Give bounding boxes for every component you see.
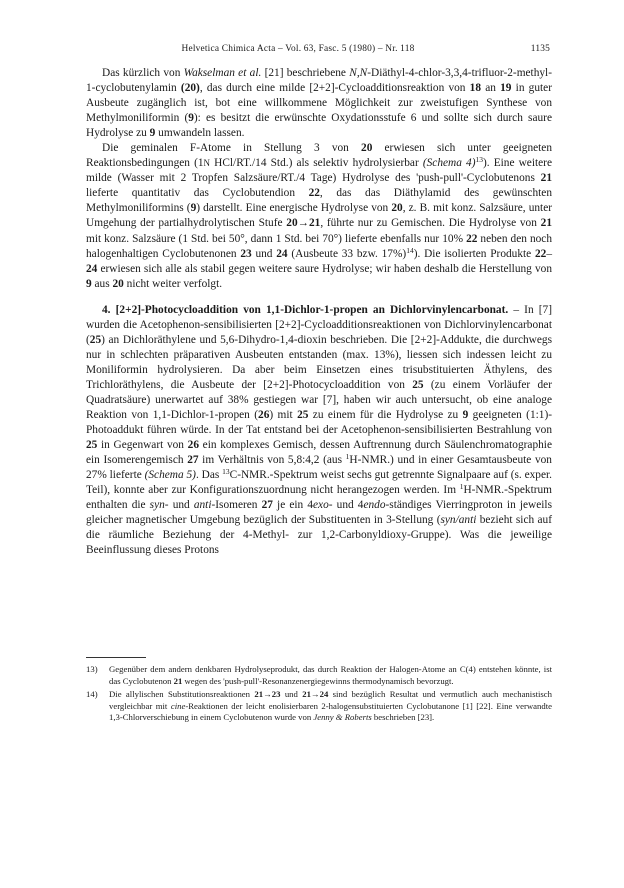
text: aus [91, 277, 113, 290]
compound-number: 21 [540, 217, 552, 230]
compound-number: 19 [500, 82, 512, 95]
page-number: 1135 [530, 44, 550, 54]
text: bezieht sich auf die räumliche Beziehung der 4-Methyl- zur 1,2-Carbonyldioxy-Gruppe). Was die jeweilige Beeinflussung dieses Protons [86, 514, 552, 557]
text: C-NMR.-Spektrum weist sechs gut getrennte Signalpaare auf (s. exper. Teil), konnte aber zur Konfigurationszuordnung nicht herangezogen werden. Im [86, 469, 552, 497]
compound-number: 20 [112, 277, 124, 290]
text: erwiesen sich alle als stabil gegen weitere saure Hydrolyse; wir haben deshalb die Herstellung von [97, 262, 552, 275]
text: ). Eine weitere milde (Wasser mit 2 Tropfen Salzsäure/RT./4 Tage) Hydrolyse des 'push-pull'-Cyclobutenons [86, 157, 552, 185]
text: je ein 4 [272, 499, 314, 512]
compound-number: 22 [308, 187, 320, 200]
text: (Ausbeute 33 bzw. 17%) [287, 247, 407, 260]
text: lieferte quantitativ das Cyclobutendion [86, 187, 309, 200]
text: HCl/RT./14 Std.) als selektiv hydrolysierbar [210, 157, 423, 170]
italic-text: endo [363, 499, 386, 512]
text: ) an Dichloräthylene und 5,6-Dihydro-1,4-dioxin beschrieben. Die [2+2]-Addukte, die durchwegs nur in schlechten präparativen Ausbeuten entstanden (max. 13%), liessen sich indessen leicht zu Moniliformin hydrolysieren. Da aber beim Einsetzen eines trisubstituierten Äthylens, des Trichloräthylens, die Ausbeute der [2+2]-Photocycloaddition von [86, 333, 552, 391]
paragraph-hydrolysis [86, 141, 552, 291]
text: an [481, 82, 501, 95]
text: geeigneten (1:1)-Photoaddukt führen würde. In der Tat entstand bei der Acetophenon-sensibilisierten Bestrahlung von [86, 409, 552, 437]
compound-number: 9 [149, 127, 156, 140]
text: in Gegenwart von [97, 439, 188, 452]
compound-number: 27 [187, 454, 199, 467]
text: nicht weiter verfolgt. [123, 277, 223, 290]
text: Das kürzlich von [102, 67, 184, 79]
paragraph-wakselman [86, 66, 552, 141]
text: ): es besitzt die erwünschte Oxydationsstufe 6 und sollte sich durch saure Hydrolyse zu [86, 112, 552, 140]
compound-number: 25 [297, 409, 309, 422]
text: [21] beschriebene [261, 67, 350, 79]
compound-number: 21 [173, 675, 183, 686]
footnote-ref-14: 14 [406, 245, 414, 255]
text: und [251, 247, 277, 260]
text: , das das Diäthylamid des gewünschten Methylmoniliformins ( [86, 187, 552, 215]
text: -Reaktionen der leicht enolisierbaren 2-halogensubstituierten Cyclobutanone [1] [22]. Eine verwandte 1,3-Chlorverschiebung in einem Cyclobutenon wurde von [109, 700, 552, 723]
compound-number: 26 [258, 409, 270, 422]
text: wegen des 'push-pull'-Resonanzenergiegewinns thermodynamisch bevorzugt. [182, 675, 454, 686]
text: -Diäthyl-4-chlor-3,3,4-trifluor-2-methyl-1-cyclobutenylamin [86, 67, 552, 95]
text: beschrieben [23]. [371, 712, 435, 723]
text: (zu einem Vorläufer der Quadratsäure) unerwartet auf 38% gestiegen war [7], haben wir auch untersucht, ob eine analoge Reaktion von 1,1-Dichlor-1-propen ( [86, 378, 552, 422]
compound-number: 21 [308, 217, 321, 230]
compound-number: 9 [86, 277, 92, 290]
small-caps-text: N [203, 158, 211, 169]
text: H-NMR.) und in einer Gesamtausbeute von 27% lieferte [86, 454, 552, 482]
text: erwiesen sich unter geeigneten Reaktionsbedingungen (1 [86, 142, 553, 170]
text: umwandeln lassen. [155, 127, 245, 140]
compound-number: 26 [187, 439, 199, 452]
text: Die geminalen F-Atome in Stellung 3 von [102, 142, 362, 155]
text: , führte nur zu Gemischen. Die Hydrolyse von [320, 217, 541, 230]
text: H-NMR.-Spektrum enthalten die [86, 484, 552, 512]
isotope-superscript: 1 [459, 482, 464, 492]
compound-number: 9 [190, 202, 197, 215]
italic-text: cine [170, 700, 186, 711]
italic-text: exo- [313, 499, 333, 512]
article-body [86, 66, 552, 559]
footnote-ref-13: 13 [475, 155, 483, 165]
text: – In [7] wurden die Acetophenon-sensibilisierten [2+2]-Cycloadditionsreaktionen von Dichlorvinylencarbonat ( [86, 303, 553, 346]
footnotes [86, 664, 552, 726]
footnote-mark: 13) [86, 664, 98, 674]
text: . Das [195, 469, 223, 482]
text: ). Die isolierten Produkte [413, 247, 535, 260]
text: – [546, 247, 552, 260]
text: zu einem für die Hydrolyse zu [308, 409, 463, 422]
text: und 4 [332, 499, 364, 512]
author-citation: Jenny & Roberts [313, 712, 372, 723]
compound-number: (20) [180, 82, 200, 95]
text: -Isomeren [211, 499, 262, 512]
scheme-reference: (Schema 4) [422, 157, 476, 170]
compound-number: 25 [412, 378, 424, 391]
compound-number: 20 [286, 217, 298, 230]
running-header [88, 44, 550, 58]
text: ein komplexes Gemisch, dessen Auftrennung durch Säulenchromatographie ein Isomerengemisch [86, 439, 552, 467]
compound-number: 9 [462, 409, 469, 422]
text: in guter Ausbeute zugänglich ist, bot eine willkommene Möglichkeit zur zweistufigen Synthese von Methylmoniliformin ( [86, 82, 552, 125]
text: , das durch eine milde [2+2]-Cycloadditionsreaktion von [199, 82, 470, 95]
footnote-rule [86, 657, 146, 658]
isotope-superscript: 13 [222, 467, 230, 477]
compound-number: 20 [361, 142, 373, 155]
compound-number: 21 [254, 689, 264, 700]
text: mit konz. Salzsäure (1 Std. bei 50°, dann 1 Std. bei 70°) lieferte ebenfalls nur 10% [86, 232, 467, 245]
compound-number: 20 [391, 202, 403, 215]
italic-text: syn- [149, 499, 169, 512]
compound-number: 23 [240, 247, 252, 260]
italic-text: anti [193, 499, 212, 512]
compound-number: 25 [89, 333, 102, 346]
text: Die allylischen Substitutionsreaktionen [109, 689, 255, 700]
scheme-reference: (Schema 5) [144, 469, 196, 482]
compound-number: 24 [276, 247, 288, 260]
text: sind bezüglich Resultat und vermutlich auch mechanistisch vergleichbar mit [109, 689, 552, 711]
footnote-13 [86, 664, 552, 687]
compound-number: 24 [86, 262, 98, 275]
compound-number: 27 [261, 499, 273, 512]
text: , z. B. mit konz. Salzsäure, unter Umgehung der partialhydrolytischen Stufe [86, 202, 553, 230]
running-title: Helvetica Chimica Acta – Vol. 63, Fasc. 5 (1980) – Nr. 118 [181, 44, 415, 54]
section-heading: 4. [2+2]-Photocycloaddition von 1,1-Dichlor-1-propen an Dichlorvinylencarbonat. [102, 303, 509, 316]
compound-number: 22 [466, 232, 478, 245]
text: -ständiges Vierringproton in jeweils gleicher magnetischer Umgebung bezüglich der Substituenten in 3-Stellung ( [86, 499, 552, 527]
italic-text: N,N [349, 67, 368, 79]
reaction-arrow: → [263, 689, 272, 700]
footnote-mark: 14) [86, 689, 98, 700]
text: im Verhältnis von 5,8:4,2 (aus [198, 454, 346, 467]
compound-number: 9 [188, 112, 194, 125]
text: und [280, 689, 303, 700]
isotope-superscript: 1 [345, 452, 350, 462]
footnote-14 [86, 689, 552, 724]
text: neben den noch halogenhaltigen Cyclobutenonen [86, 232, 552, 260]
section-4-paragraph [86, 303, 552, 559]
compound-number: 18 [469, 82, 482, 95]
text: Gegenüber dem andern denkbaren Hydrolyseprodukt, das durch Reaktion der Halogen-Atome an C(4) entstehen könnte, ist das Cyclobutenon [109, 664, 552, 686]
text: ) mit [269, 409, 298, 422]
compound-number: 23 [271, 689, 281, 700]
reaction-arrow: → [310, 689, 320, 700]
compound-number: 21 [540, 172, 552, 185]
compound-number: 22 [534, 247, 547, 260]
author-citation: Wakselman et al. [183, 67, 262, 79]
compound-number: 21 [302, 689, 311, 700]
reaction-arrow: → [297, 217, 309, 230]
text: und [168, 499, 194, 512]
compound-number: 25 [86, 439, 98, 452]
compound-number: 24 [319, 689, 329, 700]
italic-text: syn/anti [440, 514, 477, 527]
text: ) darstellt. Eine energische Hydrolyse von [196, 202, 392, 215]
